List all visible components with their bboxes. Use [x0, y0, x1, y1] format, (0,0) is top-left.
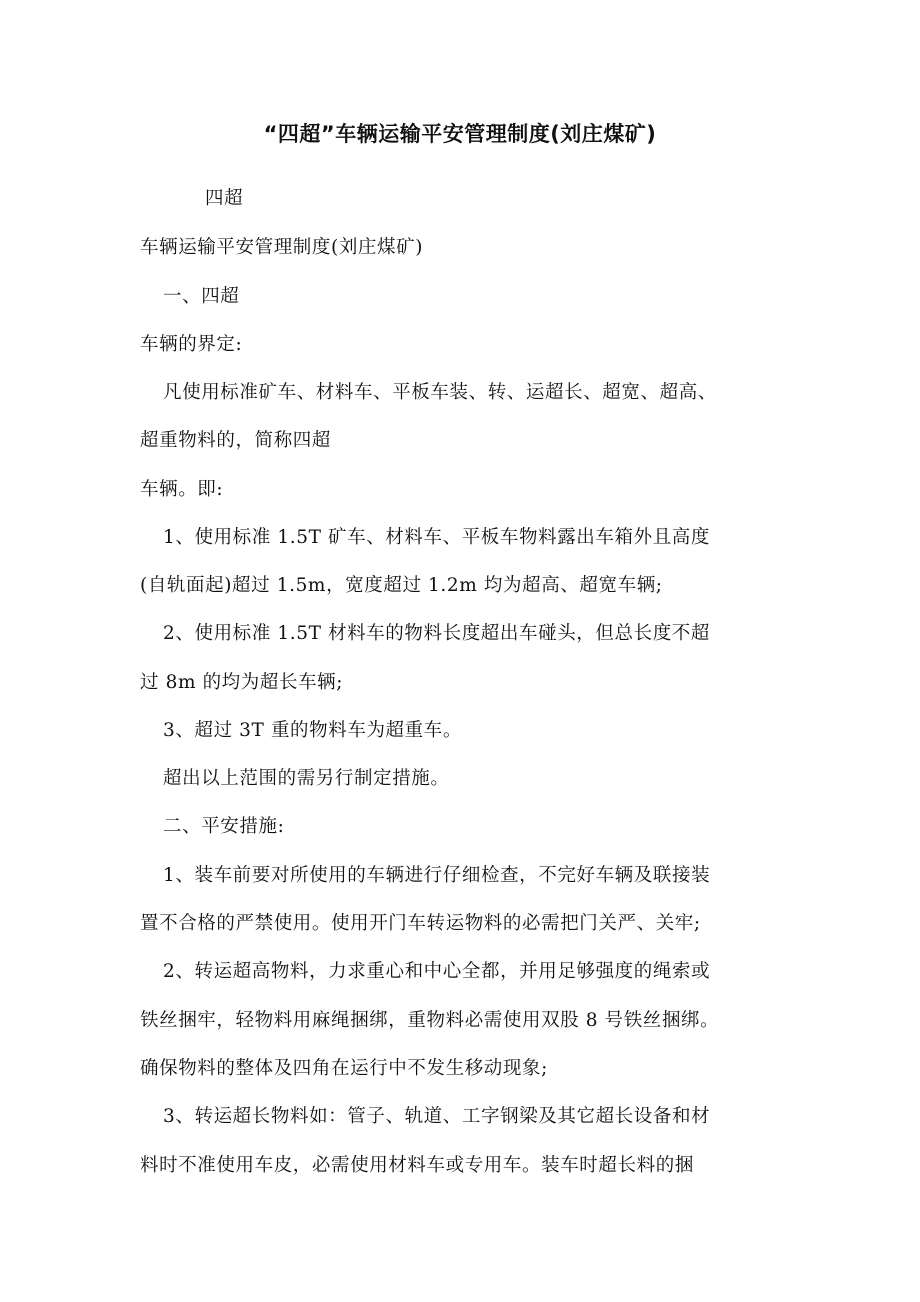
- text-line: 置不合格的严禁使用。使用开门车转运物料的必需把门关严、关牢;: [140, 913, 701, 934]
- text-line: 2、转运超高物料，力求重心和中心全都，并用足够强度的绳索或: [163, 961, 711, 982]
- text-line: 3、转运超长物料如：管子、轨道、工字钢梁及其它超长设备和材: [163, 1106, 711, 1127]
- text-line: 过 8m 的均为超长车辆;: [140, 672, 344, 693]
- text-line: 车辆运输平安管理制度(刘庄煤矿): [140, 237, 424, 258]
- document-title: “四超”车辆运输平安管理制度(刘庄煤矿): [263, 122, 657, 146]
- text-line: 车辆。即:: [140, 479, 224, 500]
- text-line: 确保物料的整体及四角在运行中不发生移动现象;: [140, 1058, 548, 1079]
- text-line: 超重物料的，简称四超: [140, 430, 332, 451]
- text-line: (自轨面起)超过 1.5m，宽度超过 1.2m 均为超高、超宽车辆;: [140, 575, 663, 596]
- section-heading: 二、平安措施:: [163, 816, 285, 837]
- text-line: 凡使用标准矿车、材料车、平板车装、转、运超长、超宽、超高、: [163, 382, 717, 403]
- text-line: 超出以上范围的需另行制定措施。: [163, 768, 450, 789]
- text-line: 2、使用标准 1.5T 材料车的物料长度超出车碰头，但总长度不超: [163, 623, 710, 644]
- text-line: 车辆的界定:: [140, 334, 243, 355]
- text-line: 铁丝捆牢，轻物料用麻绳捆绑，重物料必需使用双股 8 号铁丝捆绑。: [140, 1010, 720, 1031]
- section-heading: 一、四超: [163, 286, 240, 307]
- text-line: 1、装车前要对所使用的车辆进行仔细检查，不完好车辆及联接装: [163, 865, 711, 886]
- text-line: 3、超过 3T 重的物料车为超重车。: [163, 720, 462, 741]
- text-line: 料时不准使用车皮，必需使用材料车或专用车。装车时超长料的捆: [140, 1155, 694, 1176]
- text-line: 四超: [205, 188, 244, 209]
- text-line: 1、使用标准 1.5T 矿车、材料车、平板车物料露出车箱外且高度: [163, 527, 710, 548]
